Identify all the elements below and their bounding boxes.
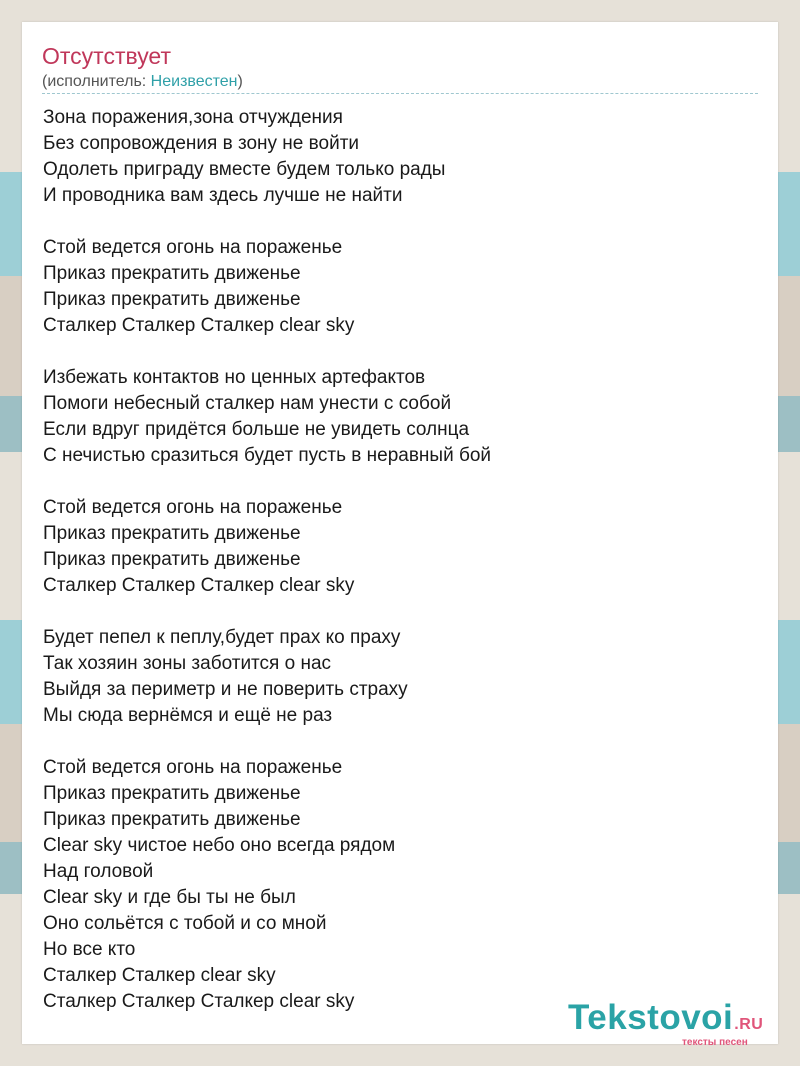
lyric-line: Мы сюда вернёмся и ещё не раз bbox=[43, 705, 333, 726]
artist-line bbox=[42, 72, 243, 92]
lyric-line: Сталкер Сталкер clear sky bbox=[43, 965, 276, 986]
lyric-line: С нечистью сразиться будет пусть в неравный бой bbox=[43, 445, 492, 466]
lyric-line: Стой ведется огонь на пораженье bbox=[43, 237, 343, 258]
lyric-line: Оно сольётся с тобой и со мной bbox=[43, 913, 327, 934]
lyric-line: Стой ведется огонь на пораженье bbox=[43, 497, 343, 518]
site-logo[interactable] bbox=[568, 998, 778, 1048]
artist-link[interactable]: Неизвестен bbox=[150, 73, 238, 90]
lyrics-text bbox=[43, 105, 763, 1015]
lyric-line: Clear sky и где бы ты не был bbox=[43, 887, 296, 908]
logo-tagline: тексты песен bbox=[682, 1037, 748, 1048]
lyric-line: Так хозяин зоны заботится о нас bbox=[43, 653, 332, 674]
lyric-line: Сталкер Сталкер Сталкер clear sky bbox=[43, 575, 355, 596]
lyric-line: Приказ прекратить движенье bbox=[43, 783, 301, 804]
lyric-line: Стой ведется огонь на пораженье bbox=[43, 757, 343, 778]
lyric-line: Если вдруг придётся больше не увидеть солнца bbox=[43, 419, 470, 440]
artist-prefix: (исполнитель: bbox=[42, 73, 151, 90]
lyric-line: Выйдя за периметр и не поверить страху bbox=[43, 679, 408, 700]
lyrics-card bbox=[22, 22, 778, 1048]
lyric-line: Будет пепел к пеплу,будет прах ко праху bbox=[43, 627, 401, 648]
lyric-line: Над головой bbox=[43, 861, 154, 882]
lyric-line: Clear sky чистое небо оно всегда рядом bbox=[43, 835, 396, 856]
title-divider bbox=[42, 93, 758, 94]
lyric-line: Сталкер Сталкер Сталкер clear sky bbox=[43, 315, 355, 336]
stanza-break bbox=[43, 209, 763, 235]
logo-main-text: Tekstovoi bbox=[568, 998, 734, 1037]
lyric-line: Помоги небесный сталкер нам унести с собой bbox=[43, 393, 452, 414]
lyric-line: Но все кто bbox=[43, 939, 136, 960]
lyric-line: Сталкер Сталкер Сталкер clear sky bbox=[43, 991, 355, 1012]
lyric-line: Зона поражения,зона отчуждения bbox=[43, 107, 343, 128]
lyric-line: Приказ прекратить движенье bbox=[43, 523, 301, 544]
lyric-line: Без сопровождения в зону не войти bbox=[43, 133, 360, 154]
stanza-break bbox=[43, 599, 763, 625]
lyric-line: И проводника вам здесь лучше не найти bbox=[43, 185, 403, 206]
stanza-break bbox=[43, 469, 763, 495]
lyric-line: Одолеть приграду вместе будем только рады bbox=[43, 159, 446, 180]
stanza-break bbox=[43, 339, 763, 365]
song-title: Отсутствует bbox=[42, 43, 171, 69]
lyric-line: Приказ прекратить движенье bbox=[43, 809, 301, 830]
lyric-line: Избежать контактов но ценных артефактов bbox=[43, 367, 426, 388]
logo-domain: .RU bbox=[734, 1016, 764, 1033]
lyric-line: Приказ прекратить движенье bbox=[43, 549, 301, 570]
lyric-line: Приказ прекратить движенье bbox=[43, 263, 301, 284]
stanza-break bbox=[43, 729, 763, 755]
artist-suffix: ) bbox=[237, 73, 243, 90]
lyric-line: Приказ прекратить движенье bbox=[43, 289, 301, 310]
